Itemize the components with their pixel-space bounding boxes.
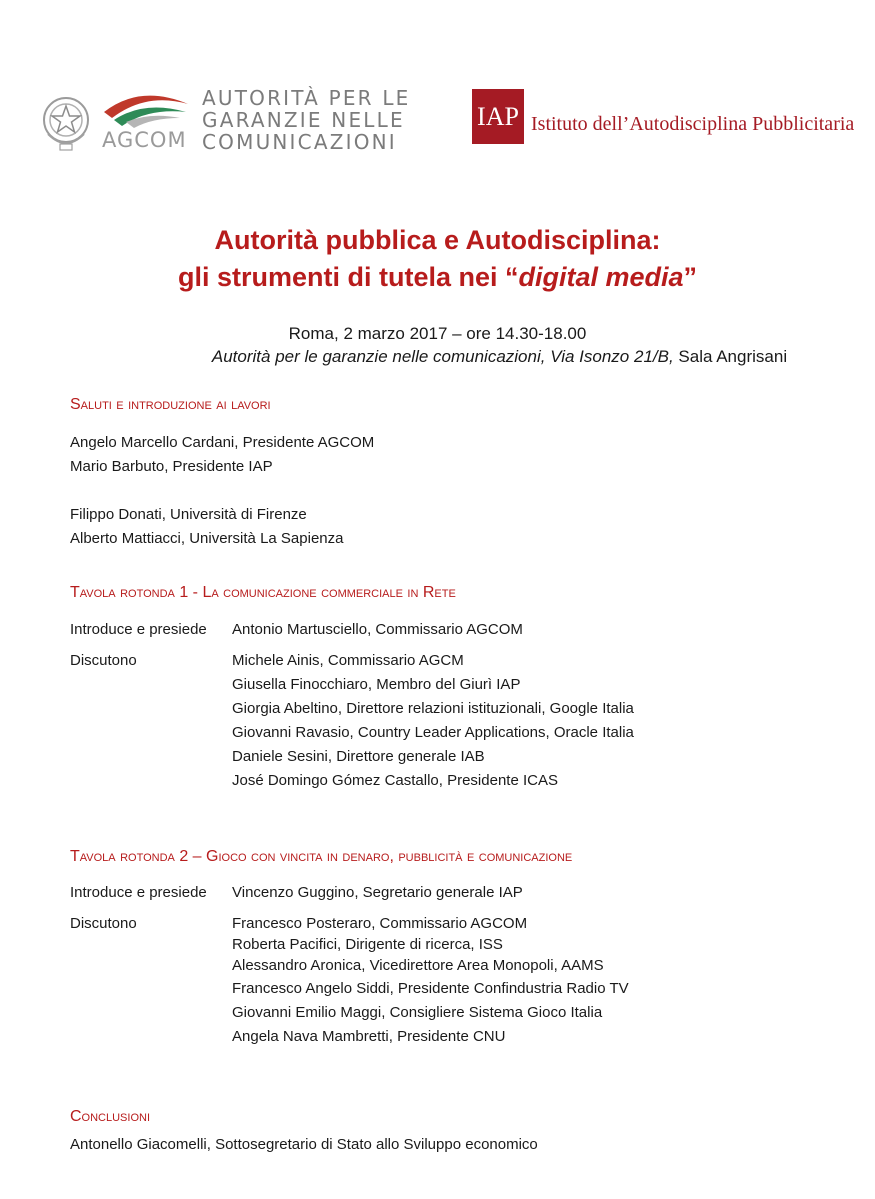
speaker-line: Alberto Mattiacci, Università La Sapienza <box>70 530 344 547</box>
chair-label: Introduce e presiede <box>70 621 207 638</box>
chair-name: Vincenzo Guggino, Segretario generale IAP <box>232 884 523 901</box>
iap-name: Istituto dell’Autodisciplina Pubblicitaria <box>531 113 855 135</box>
title-line-2 <box>0 259 875 296</box>
panelist: Angela Nava Mambretti, Presidente CNU <box>232 1028 506 1045</box>
title-emphasis: digital media <box>518 262 684 292</box>
speaker-line: Mario Barbuto, Presidente IAP <box>70 458 273 475</box>
panelist: Giovanni Ravasio, Country Leader Applications, Oracle Italia <box>232 724 634 741</box>
chair-name: Antonio Martusciello, Commissario AGCOM <box>232 621 523 638</box>
iap-logo-box: IAP <box>472 89 524 144</box>
event-venue-room: Sala Angrisani <box>673 347 788 366</box>
panel-label: Discutono <box>70 652 137 669</box>
panelist: Giovanni Emilio Maggi, Consigliere Sistema Gioco Italia <box>232 1004 603 1021</box>
panelist: Roberta Pacifici, Dirigente di ricerca, ISS <box>232 936 503 953</box>
event-venue-italic: Autorità per le garanzie nelle comunicazioni, Via Isonzo 21/B, <box>211 347 674 366</box>
panelist: José Domingo Gómez Castallo, Presidente ICAS <box>232 772 558 789</box>
panelist: Giorgia Abeltino, Direttore relazioni istituzionali, Google Italia <box>232 700 634 717</box>
section-heading-conclusioni: Conclusioni <box>70 1108 151 1125</box>
panelist: Francesco Angelo Siddi, Presidente Confindustria Radio TV <box>232 980 629 997</box>
chair-label: Introduce e presiede <box>70 884 207 901</box>
speaker-line: Angelo Marcello Cardani, Presidente AGCOM <box>70 434 375 451</box>
event-date-time: Roma, 2 marzo 2017 – ore 14.30-18.00 <box>288 324 587 343</box>
agcom-name-line: GARANZIE NELLE <box>202 108 405 132</box>
panelist: Daniele Sesini, Direttore generale IAB <box>232 748 485 765</box>
speaker-line: Filippo Donati, Università di Firenze <box>70 506 307 523</box>
agcom-name-line: COMUNICAZIONI <box>202 130 397 154</box>
panelist: Francesco Posteraro, Commissario AGCOM <box>232 915 528 932</box>
title-line-1: Autorità pubblica e Autodisciplina: <box>214 225 661 255</box>
event-info <box>0 322 875 368</box>
panelist: Alessandro Aronica, Vicedirettore Area Monopoli, AAMS <box>232 957 604 974</box>
agcom-full-name <box>202 87 411 153</box>
event-venue <box>62 345 875 368</box>
italian-republic-emblem-icon <box>40 90 92 154</box>
panelist: Giusella Finocchiaro, Membro del Giurì IAP <box>232 676 521 693</box>
panel-label: Discutono <box>70 915 137 932</box>
agcom-swoosh-icon <box>100 82 192 128</box>
section-heading-tavola-2: Tavola rotonda 2 – Gioco con vincita in denaro, pubblicità e comunicazione <box>70 848 573 865</box>
section-heading-saluti: Saluti e introduzione ai lavori <box>70 396 271 413</box>
panelist: Michele Ainis, Commissario AGCM <box>232 652 464 669</box>
agcom-wordmark: AGCOM <box>102 128 187 152</box>
section-heading-tavola-1: Tavola rotonda 1 - La comunicazione commerciale in Rete <box>70 584 456 601</box>
event-title <box>0 222 875 296</box>
title-line-2-start: gli strumenti di tutela nei “ <box>177 262 519 292</box>
title-line-2-end: ” <box>683 262 698 292</box>
speaker-line: Antonello Giacomelli, Sottosegretario di Stato allo Sviluppo economico <box>70 1136 538 1153</box>
agcom-name-line: AUTORITÀ PER LE <box>202 86 411 110</box>
